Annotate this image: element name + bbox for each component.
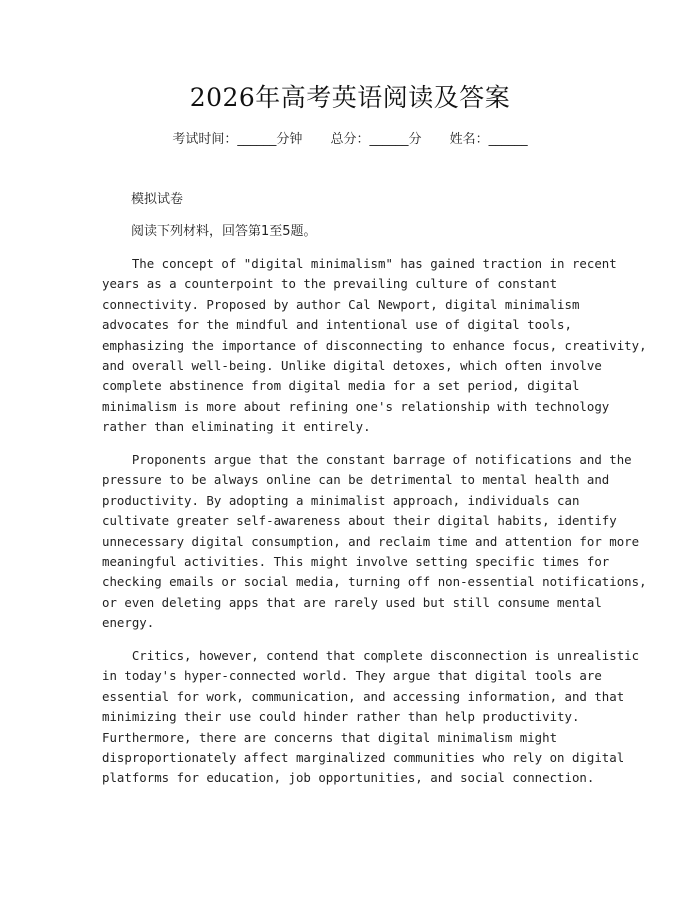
section-heading: 模拟试卷 [131,192,184,207]
total-score-field: 总分：______分 [330,132,422,147]
passage-paragraph-1: The concept of "digital minimalism" has gained traction in recent years as a counterpoint to the prevailing culture of constant connectivity. Proposed by author Cal Newport, digital minimalism advocates for the mindful and intentional use of digital tools, emphasizing the importance of disconnecting to enhance focus, creativity, and overall well-being. Unlike digital detoxes, which often involve complete abstinence from digital media for a set period, digital minimalism is more about refining one's relationship with technology rather than eliminating it entirely. [102,256,647,435]
exam-info-line [0,130,700,150]
document-title: 2026年高考英语阅读及答案 [189,83,511,112]
reading-instruction: 阅读下列材料，回答第1至5题。 [131,224,317,239]
passage-paragraph-3: Critics, however, contend that complete disconnection is unrealistic in today's hyper-connected world. They argue that digital tools are essential for work, communication, and accessing information, and that minimizing their use could hinder rather than help productivity. Furthermore, there are concerns that digital minimalism might disproportionately affect marginalized communities who rely on digital platforms for education, job opportunities, and social connection. [102,648,640,786]
passage-paragraph-2: Proponents argue that the constant barrage of notifications and the pressure to be always online can be detrimental to mental health and productivity. By adopting a minimalist approach, individuals can cultivate greater self-awareness about their digital habits, identify unnecessary digital consumption, and reclaim time and attention for more meaningful activities. This might involve setting specific times for checking emails or social media, turning off non-essential notifications, or even deleting apps that are rarely used but still consume mental energy. [102,452,647,631]
student-name-field: 姓名：______ [449,132,528,147]
exam-time-field: 考试时间：______分钟 [172,132,303,147]
